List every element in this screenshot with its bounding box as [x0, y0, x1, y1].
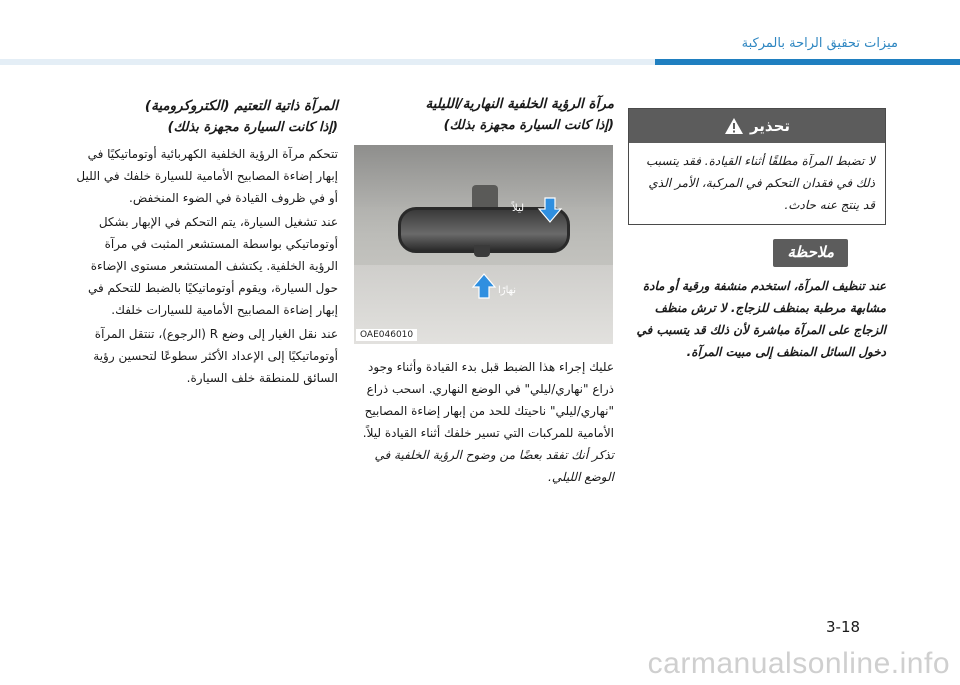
night-label: ليلاً [512, 203, 525, 214]
page-number: 3-18 [826, 618, 861, 636]
rearview-mirror-photo [354, 145, 613, 344]
image-code: OAE046010 [356, 329, 417, 341]
ecm-mirror-subheading: (إذا كانت السيارة مجهزة بذلك) [167, 120, 338, 135]
warning-triangle-icon [724, 117, 744, 135]
notice-body: عند تنظيف المرآة، استخدم منشفة ورقية أو مادة مشابهة مرطبة بمنظف للزجاج. لا ترش منظف الزجاج على المرآة مباشرة لأن ذلك قد يتسبب في دخول السائل المنظف إلى مبيت المرآة. [636, 279, 886, 359]
right-column [628, 108, 886, 363]
day-night-mirror-body: عليك إجراء هذا الضبط قبل بدء القيادة وأثناء وجود ذراع "نهاري/ليلي" في الوضع النهاري. اسحب ذراع "نهاري/ليلي" ناحيتك للحد من إبهار إضاءة المصابيح الأمامية للمركبات التي تسير خلفك أثناء القيادة ليلاً. [362, 360, 614, 440]
day-night-mirror-heading: مرآة الرؤية الخلفية النهارية/الليلية [425, 96, 614, 112]
ecm-mirror-paragraph-1: تتحكم مرآة الرؤية الخلفية الكهربائية أوتوماتيكيًا في إبهار إضاءة المصابيح الأمامية للسيارة خلفك في الليل أو في ظروف القيادة في الضوء المنخفض. [76, 147, 338, 205]
day-night-mirror-note: تذكر أنك تفقد بعضًا من وضوح الرؤية الخلفية في الوضع الليلي. [374, 448, 614, 484]
day-label: نهارًا [498, 285, 517, 296]
warning-body: لا تضبط المرآة مطلقًا أثناء القيادة. فقد يتسبب ذلك في فقدان التحكم في المركبة، الأمر الذي قد ينتج عنه حادث. [646, 154, 875, 212]
section-header-title: ميزات تحقيق الراحة بالمركبة [741, 36, 898, 51]
warning-header [629, 109, 885, 143]
day-night-lever [474, 245, 490, 257]
watermark: carmanualsonline.info [647, 647, 950, 680]
ecm-mirror-heading: المرآة ذاتية التعتيم (الكتروكرومية) [144, 98, 338, 114]
middle-column [352, 93, 614, 488]
left-column [72, 95, 338, 389]
arrow-up-icon [471, 273, 497, 299]
day-night-mirror-subheading: (إذا كانت السيارة مجهزة بذلك) [443, 118, 614, 133]
ecm-mirror-paragraph-3: عند نقل الغيار إلى وضع R (الرجوع)، تنتقل المرآة أوتوماتيكيًا إلى الإعداد الأكثر سطوعًا لتحسين رؤية السائق للمنطقة خلف السيارة. [93, 327, 338, 385]
ecm-mirror-paragraph-2: عند تشغيل السيارة، يتم التحكم في الإبهار بشكل أوتوماتيكي بواسطة المستشعر المثبت في مرآة الرؤية الخلفية. يكتشف المستشعر مستوى الإضاءة حول السيارة، ويقوم أوتوماتيكيًا بالضبط للتحكم في إبهار إضاءة المصابيح الأمامية للسيارات خلفك. [87, 215, 338, 317]
warning-box [628, 108, 886, 225]
arrow-down-icon [537, 197, 563, 223]
header-divider [0, 59, 960, 65]
notice-label: ملاحظة [773, 239, 848, 267]
warning-title: تحذير [749, 117, 791, 135]
